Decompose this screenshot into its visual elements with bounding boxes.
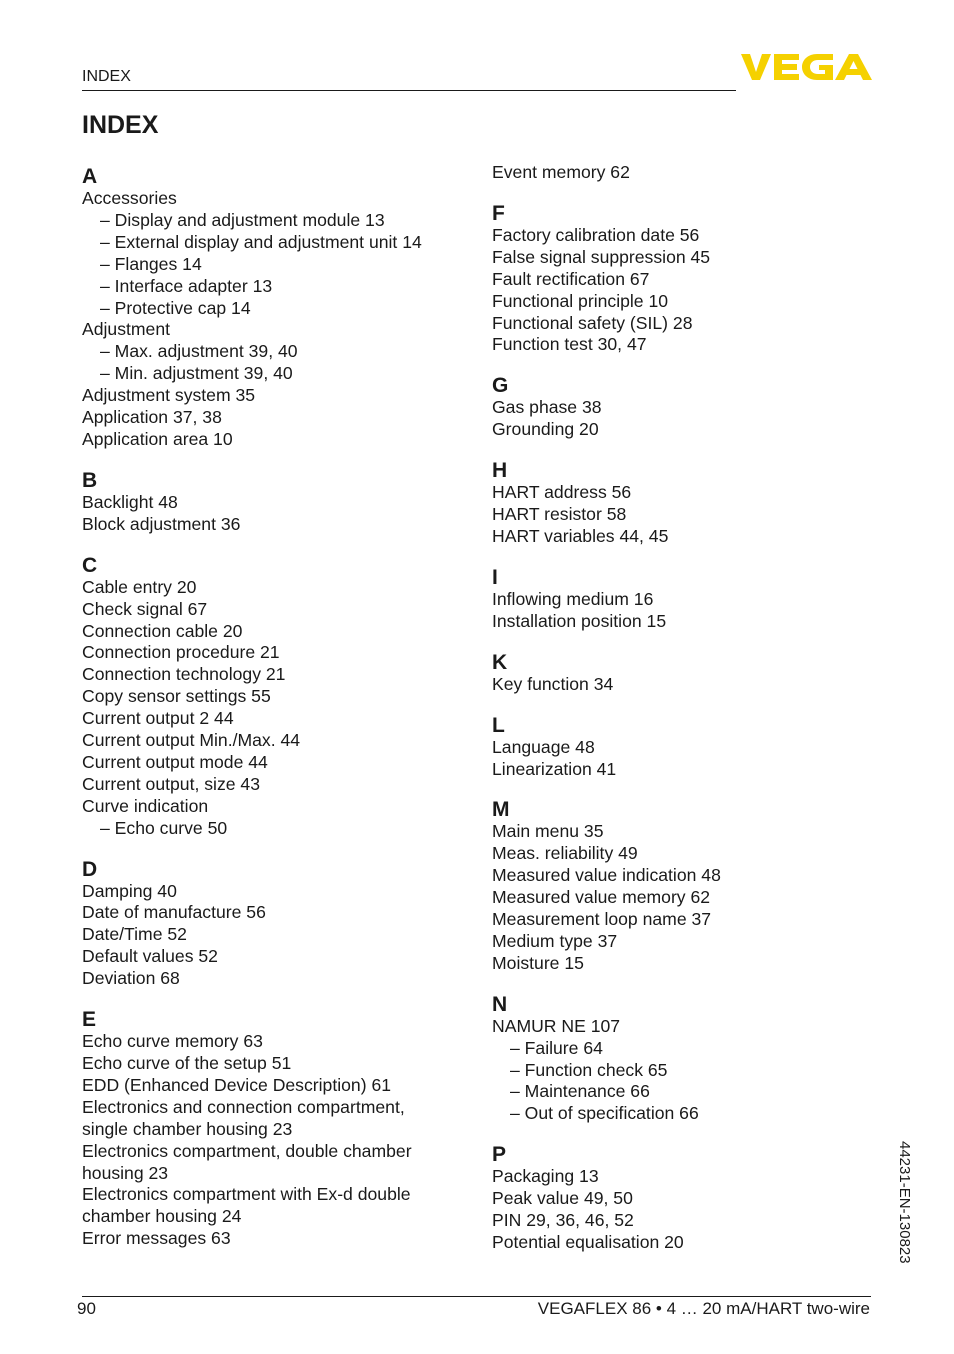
section-letter: I xyxy=(492,565,498,589)
index-entry: Language 48 xyxy=(492,736,595,757)
footer-product-name: VEGAFLEX 86 • 4 … 20 mA/HART two-wire xyxy=(537,1299,870,1318)
index-entry: single chamber housing 23 xyxy=(82,1118,293,1139)
index-entry: NAMUR NE 107 xyxy=(492,1015,621,1036)
index-entry: Damping 40 xyxy=(82,880,177,901)
index-entry: Application area 10 xyxy=(82,428,233,449)
index-section-a xyxy=(82,165,482,451)
section-letter: C xyxy=(82,553,98,577)
index-entry: housing 23 xyxy=(82,1162,169,1183)
index-entry: Current output Min./Max. 44 xyxy=(82,730,301,751)
index-entry: Curve indication xyxy=(82,795,209,816)
index-entry: Copy sensor settings 55 xyxy=(82,686,271,707)
index-section-f xyxy=(492,202,892,356)
section-letter: N xyxy=(492,992,508,1016)
index-entry: Deviation 68 xyxy=(82,968,180,989)
page-title: INDEX xyxy=(82,111,159,139)
index-entry: Measured value memory 62 xyxy=(492,887,711,908)
index-entry: Adjustment xyxy=(82,319,171,340)
index-subentry: – Failure 64 xyxy=(510,1037,603,1058)
index-entry: Electronics compartment with Ex-d double xyxy=(82,1184,411,1205)
index-left-column xyxy=(82,165,482,1268)
vega-logo xyxy=(741,52,872,82)
index-entry: chamber housing 24 xyxy=(82,1206,242,1227)
index-entry: Current output mode 44 xyxy=(82,751,268,772)
index-section-e xyxy=(82,1008,482,1250)
document-id: 44231-EN-130823 xyxy=(896,1141,913,1264)
index-entry: HART address 56 xyxy=(492,482,632,503)
index-section-m xyxy=(492,798,892,974)
index-entry: Meas. reliability 49 xyxy=(492,843,638,864)
index-entry: Key function 34 xyxy=(492,673,614,694)
index-section-b xyxy=(82,469,482,536)
index-entry: Peak value 49, 50 xyxy=(492,1188,633,1209)
index-entry: Connection procedure 21 xyxy=(82,642,280,663)
index-entry: Packaging 13 xyxy=(492,1166,599,1187)
index-entry: PIN 29, 36, 46, 52 xyxy=(492,1210,634,1231)
header-divider xyxy=(82,90,736,91)
index-entry: Measured value indication 48 xyxy=(492,865,721,886)
index-entry: False signal suppression 45 xyxy=(492,246,711,267)
index-entry: Function test 30, 47 xyxy=(492,334,647,355)
index-entry: Main menu 35 xyxy=(492,821,604,842)
index-right-column xyxy=(492,162,892,1272)
index-entry: Functional principle 10 xyxy=(492,290,669,311)
index-entry: Echo curve of the setup 51 xyxy=(82,1053,292,1073)
index-entry: Connection cable 20 xyxy=(82,620,243,641)
section-letter: B xyxy=(82,468,98,492)
index-entry: Event memory 62 xyxy=(492,162,630,182)
index-subentry: – Display and adjustment module 13 xyxy=(100,209,385,230)
index-entry: Echo curve memory 63 xyxy=(82,1031,263,1052)
index-entry: Backlight 48 xyxy=(82,491,178,512)
index-entry: Date/Time 52 xyxy=(82,924,187,945)
index-entry: Application 37, 38 xyxy=(82,407,222,428)
index-subentry: – Interface adapter 13 xyxy=(100,275,273,296)
index-subentry: – Max. adjustment 39, 40 xyxy=(100,341,298,362)
index-entry: Accessories xyxy=(82,188,177,208)
footer-divider xyxy=(82,1296,871,1297)
index-entry: Date of manufacture 56 xyxy=(82,902,266,923)
index-section-g xyxy=(492,374,892,441)
index-entry: Current output 2 44 xyxy=(82,708,234,729)
index-entry: Measurement loop name 37 xyxy=(492,909,712,930)
index-entry: Gas phase 38 xyxy=(492,397,602,418)
section-letter: L xyxy=(492,713,505,737)
index-entry: Error messages 63 xyxy=(82,1228,231,1249)
index-subentry: – Flanges 14 xyxy=(100,253,202,274)
index-entry: Adjustment system 35 xyxy=(82,385,256,406)
index-entry: HART resistor 58 xyxy=(492,504,627,525)
index-entry: Moisture 15 xyxy=(492,952,584,973)
index-entry: Medium type 37 xyxy=(492,930,618,951)
index-entry: Functional safety (SIL) 28 xyxy=(492,312,693,333)
index-subentry: – Echo curve 50 xyxy=(100,817,228,838)
section-letter: D xyxy=(82,857,98,881)
index-entry: Current output, size 43 xyxy=(82,773,260,794)
index-subentry: – Min. adjustment 39, 40 xyxy=(100,363,293,384)
index-section-k xyxy=(492,651,892,696)
index-entry: Default values 52 xyxy=(82,946,218,967)
index-subentry: – Function check 65 xyxy=(510,1059,668,1080)
index-section-p xyxy=(492,1143,892,1254)
index-entry: EDD (Enhanced Device Description) 61 xyxy=(82,1074,392,1095)
index-entry: Electronics compartment, double chamber xyxy=(82,1140,412,1161)
index-section-i xyxy=(492,566,892,633)
index-entry: Check signal 67 xyxy=(82,598,208,619)
header-section-label: INDEX xyxy=(82,68,131,85)
section-letter: K xyxy=(492,650,508,674)
index-section-h xyxy=(492,459,892,548)
index-subentry: – Maintenance 66 xyxy=(510,1081,650,1102)
index-entry: Installation position 15 xyxy=(492,610,667,631)
section-letter: E xyxy=(82,1008,97,1032)
section-letter: M xyxy=(492,798,510,822)
index-entry: Potential equalisation 20 xyxy=(492,1232,684,1252)
section-letter: H xyxy=(492,459,508,483)
index-entry: HART variables 44, 45 xyxy=(492,525,669,546)
index-entry: Factory calibration date 56 xyxy=(492,224,700,245)
section-letter: G xyxy=(492,374,509,398)
index-entry: Fault rectification 67 xyxy=(492,268,650,289)
index-entry: Electronics and connection compartment, xyxy=(82,1096,405,1117)
index-entry: Connection technology 21 xyxy=(82,664,286,685)
index-entry: Inflowing medium 16 xyxy=(492,588,654,609)
index-entry: Block adjustment 36 xyxy=(82,513,241,534)
section-letter: P xyxy=(492,1143,507,1167)
index-subentry: – External display and adjustment unit 14 xyxy=(100,231,422,252)
index-section-n xyxy=(492,993,892,1126)
index-entry: Cable entry 20 xyxy=(82,576,197,597)
section-letter: A xyxy=(82,165,98,188)
index-section-c xyxy=(82,554,482,840)
index-entry: Linearization 41 xyxy=(492,758,617,779)
index-section-l xyxy=(492,714,892,781)
section-letter: F xyxy=(492,201,505,225)
page-number: 90 xyxy=(77,1299,96,1318)
index-subentry: – Out of specification 66 xyxy=(510,1103,699,1124)
index-section-d xyxy=(82,858,482,991)
index-subentry: – Protective cap 14 xyxy=(100,297,251,318)
index-entry: Grounding 20 xyxy=(492,419,599,440)
